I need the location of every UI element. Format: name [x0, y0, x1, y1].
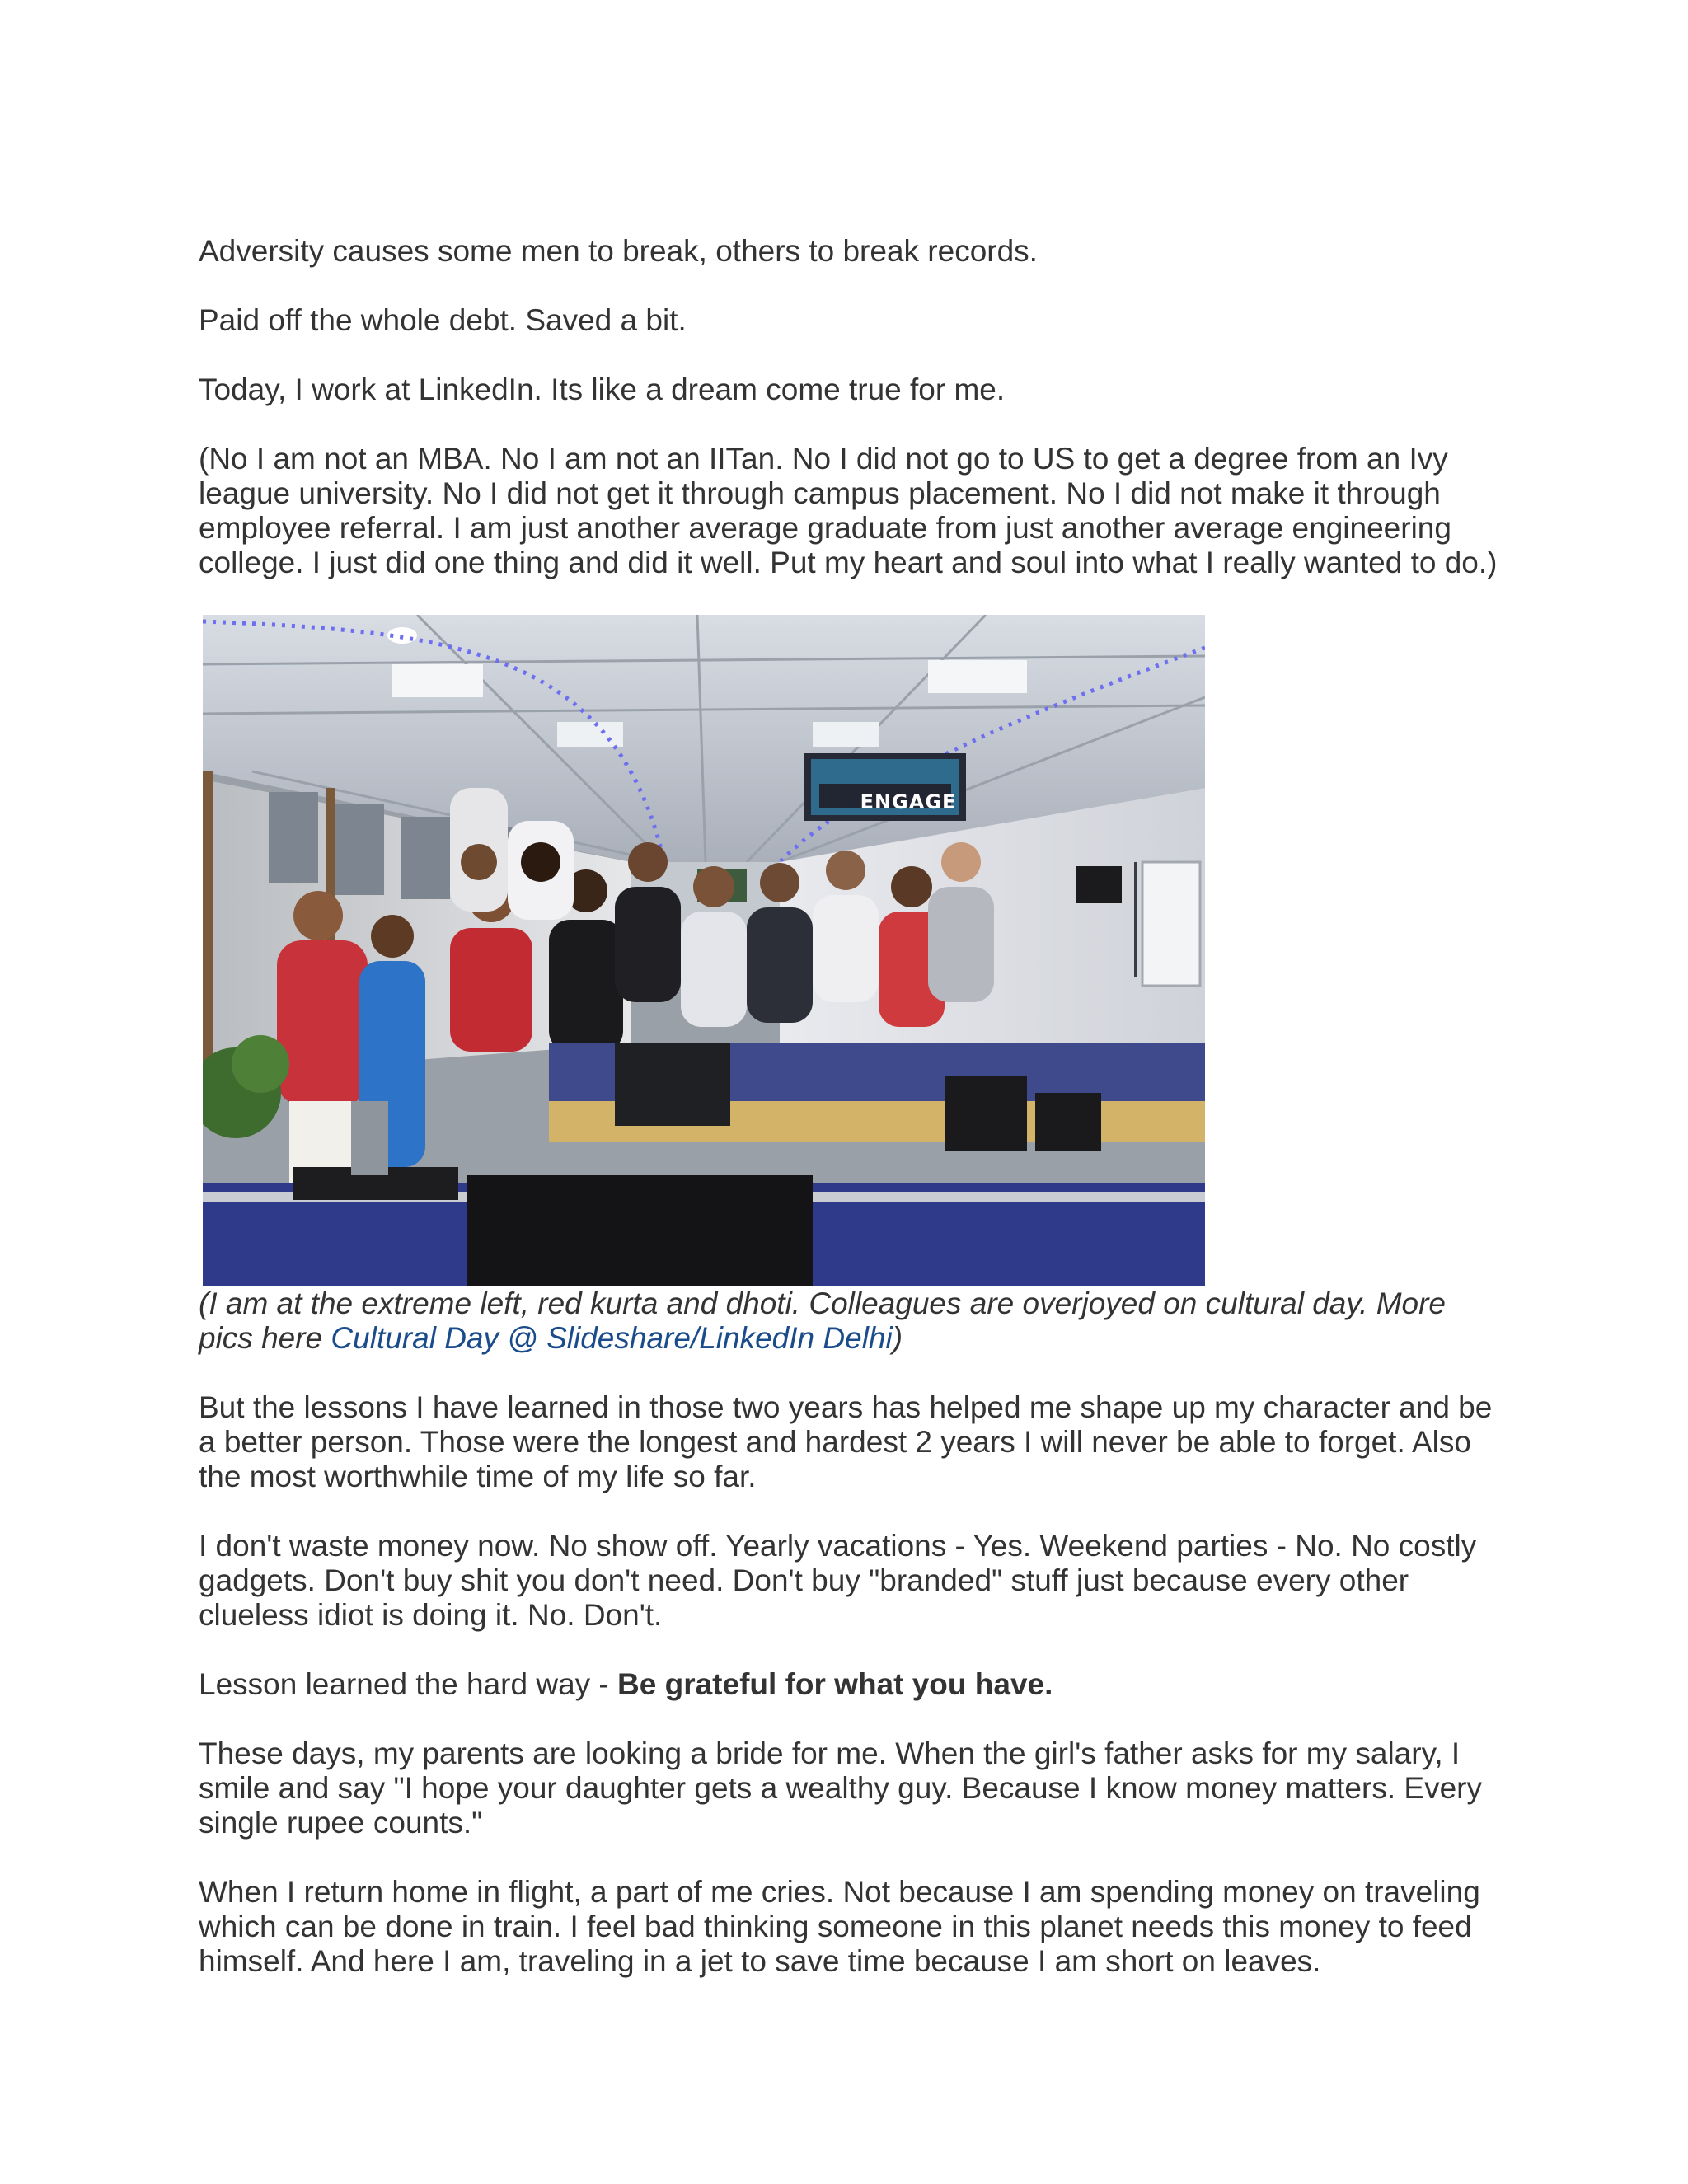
office-photo-image [203, 615, 1205, 1286]
paragraph-money: I don't waste money now. No show off. Yearly vacations - Yes. Weekend parties - No. No costly gadgets. Don't buy shit you don't need. Don't buy "branded" stuff just because every other clueless idiot is doing it. No. Don't. [199, 1529, 1477, 1632]
photo-sign-engage: ENGAGE [860, 790, 957, 813]
photo-caption [199, 1286, 1501, 1356]
lesson-lead: Lesson learned the hard way - [199, 1667, 618, 1701]
caption-close: ) [892, 1321, 903, 1355]
paragraph-bride: These days, my parents are looking a bride for me. When the girl's father asks for my salary, I smile and say "I hope your daughter gets a wealthy guy. Because I know money matters. Every single rupee counts." [199, 1736, 1482, 1840]
paragraph-debt: Paid off the whole debt. Saved a bit. [199, 303, 687, 337]
office-photo [203, 615, 1205, 1286]
paragraph-linkedin: Today, I work at LinkedIn. Its like a dream come true for me. [199, 373, 1006, 406]
cultural-day-link[interactable]: Cultural Day @ Slideshare/LinkedIn Delhi [331, 1321, 893, 1355]
lesson-bold: Be grateful for what you have. [617, 1667, 1053, 1701]
caption-text: (I am at the extreme left, red kurta and dhoti. Colleagues are overjoyed on cultural day. More pics here [199, 1286, 1446, 1355]
paragraph-flight: When I return home in flight, a part of me cries. Not because I am spending money on traveling which can be done in train. I feel bad thinking someone in this planet needs this money to feed himself. And here I am, traveling in a jet to save time because I am short on leaves. [199, 1875, 1480, 1978]
paragraph-not-mba: (No I am not an MBA. No I am not an IITan. No I did not go to US to get a degree from an Ivy league university. No I did not get it through campus placement. No I did not make it through employee referral. I am just another average graduate from just another average engineering college. I just did one thing and did it well. Put my heart and soul into what I really wanted to do.) [199, 442, 1498, 579]
paragraph-lessons: But the lessons I have learned in those two years has helped me shape up my character and be a better person. Those were the longest and hardest 2 years I will never be able to forget. Also the most worthwhile time of my life so far. [199, 1390, 1493, 1493]
paragraph-adversity: Adversity causes some men to break, others to break records. [199, 234, 1038, 268]
document-page [199, 234, 1501, 2013]
paragraph-lesson-learned [199, 1667, 1501, 1702]
